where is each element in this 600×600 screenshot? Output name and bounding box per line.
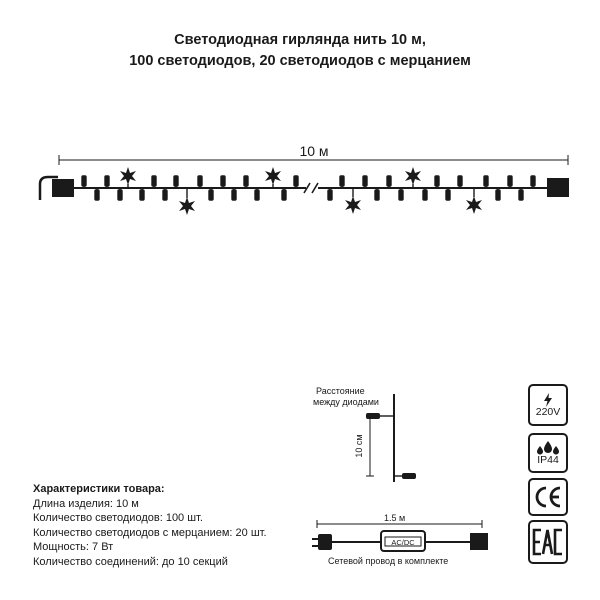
- led-bulb: [363, 176, 367, 188]
- spec-item: Количество светодиодов с мерцанием: 20 шт.: [33, 526, 267, 539]
- led-bulb: [118, 188, 122, 200]
- product-specs: [33, 482, 267, 570]
- flashing-led-star: [345, 188, 361, 214]
- ce-badge: [528, 478, 568, 516]
- protection-badge: [528, 433, 568, 473]
- eac-badge: [528, 520, 568, 564]
- led-bulb: [446, 188, 450, 200]
- led-bulb: [435, 176, 439, 188]
- led-bulb: [198, 176, 202, 188]
- led-bulb: [328, 188, 332, 200]
- led-bulb: [531, 176, 535, 188]
- spec-item: Количество соединений: до 10 секций: [33, 555, 228, 568]
- protection-badge-text: IP44: [537, 453, 559, 466]
- led-bulb: [82, 176, 86, 188]
- voltage-badge-text: 220V: [535, 405, 561, 418]
- input-plug: [52, 179, 74, 197]
- led-bulb: [221, 176, 225, 188]
- spec-item: Длина изделия: 10 м: [33, 497, 139, 510]
- spec-item: Мощность: 7 Вт: [33, 541, 114, 554]
- eac-mark: [532, 527, 564, 557]
- led-bulb: [423, 188, 427, 200]
- led-bulb: [519, 188, 523, 200]
- cable-caption: Сетевой провод в комплекте: [328, 556, 449, 566]
- flashing-led-star: [466, 188, 482, 214]
- spacing-detail: [366, 394, 416, 482]
- flashing-leds: [120, 167, 482, 215]
- flashing-led-star: [179, 188, 195, 215]
- flashing-led-star: [265, 167, 281, 188]
- ce-mark: [533, 485, 563, 509]
- spacing-label-line-2: между диодами: [313, 397, 379, 407]
- led-bulb: [209, 188, 213, 200]
- cable-length-label: 1.5 м: [384, 513, 406, 523]
- led-bulb: [399, 188, 403, 200]
- wire-break-mark: [304, 183, 318, 193]
- lightning-icon: [541, 393, 555, 407]
- led-bulb: [484, 176, 488, 188]
- led-bulb: [140, 188, 144, 200]
- led-bulb: [174, 176, 178, 188]
- led-bulb: [496, 188, 500, 200]
- vertical-dimension-label: 10 см: [354, 434, 364, 458]
- led-bulb: [244, 176, 248, 188]
- led-bulb: [387, 176, 391, 188]
- output-connector: [547, 178, 569, 197]
- title-line-1: Светодиодная гирлянда нить 10 м,: [174, 32, 426, 48]
- led-bulb: [255, 188, 259, 200]
- led-bulb: [294, 176, 298, 188]
- adapter-label: AC/DC: [391, 538, 415, 547]
- water-drops-icon: [536, 441, 560, 455]
- led-bulb: [458, 176, 462, 188]
- voltage-badge: [528, 384, 568, 426]
- led-bulb: [508, 176, 512, 188]
- title-line-2: 100 светодиодов, 20 светодиодов с мерцанием: [129, 53, 471, 69]
- led-bulb: [375, 188, 379, 200]
- led-bulb: [95, 188, 99, 200]
- led-bulb: [105, 176, 109, 188]
- led-bulb: [163, 188, 167, 200]
- flashing-led-star: [405, 167, 421, 188]
- led-bulb: [152, 176, 156, 188]
- led-bulb: [340, 176, 344, 188]
- length-label: 10 м: [299, 143, 329, 159]
- specs-heading: Характеристики товара:: [33, 483, 165, 495]
- spec-item: Количество светодиодов: 100 шт.: [33, 512, 203, 525]
- led-bulb: [232, 188, 236, 200]
- led-bulb: [282, 188, 286, 200]
- flashing-led-star: [120, 167, 136, 188]
- spacing-label-line-1: Расстояние: [316, 386, 365, 396]
